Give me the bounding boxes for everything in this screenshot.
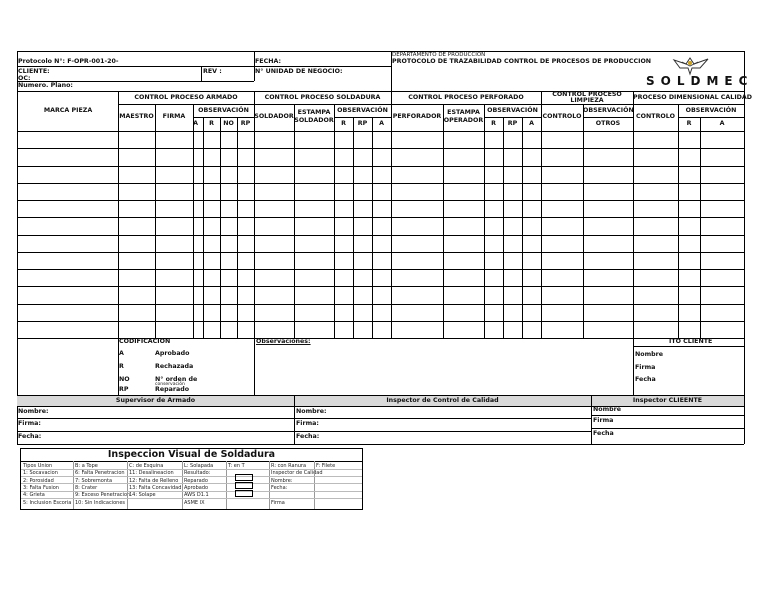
insp-col2-text: 10: Sin Indicaciones — [75, 499, 126, 506]
firma-header: FIRMA — [162, 113, 186, 120]
supervisor-nombre: Nombre: — [18, 408, 49, 415]
grid-column-line — [254, 131, 255, 338]
rev-label: REV : — [203, 68, 222, 75]
limpieza-otros-header: OTROS — [595, 120, 621, 127]
ito-firma: Firma — [635, 364, 656, 371]
estampa-soldador-header: SOLDADOR — [294, 117, 334, 124]
header-rev-line — [201, 66, 202, 81]
insp-col4-text: L: Solapada — [184, 463, 214, 469]
dimensional-observacion-header: OBSERVACIÓN — [685, 107, 737, 114]
reparado-box[interactable] — [235, 474, 253, 481]
code-no-label: N° orden de — [155, 376, 198, 383]
dimensional-obs-divider — [678, 117, 744, 118]
header-column-line — [155, 104, 156, 131]
header-column-line — [484, 104, 485, 131]
protocol-number-label: Protocolo N°: F-OPR-001-20- — [18, 58, 119, 65]
grid-column-line — [294, 131, 295, 338]
grid-column-line — [484, 131, 485, 338]
calidad-firma: Firma: — [296, 420, 319, 427]
cliente-nombre: Nombre — [593, 406, 622, 413]
grid-column-line — [522, 131, 523, 338]
cliente-firma: Firma — [593, 417, 614, 424]
group-header-divider — [118, 104, 744, 105]
insp-row-line — [21, 476, 362, 477]
grid-column-line — [334, 131, 335, 338]
grid-row-line — [17, 200, 744, 201]
perforado-a-header: A — [529, 120, 534, 127]
insp-col6-text: Firma — [271, 499, 285, 506]
insp-col6-text: Nombre: — [271, 477, 293, 484]
soldadura-rp-header: RP — [357, 120, 368, 127]
perforado-rp-header: RP — [507, 120, 518, 127]
inspector-cliente-title: Inspector CLIEENTE — [632, 397, 703, 404]
limpieza-obs-divider — [583, 117, 633, 118]
header-divider-2 — [17, 81, 254, 82]
ito-title: ITO CLIENTE — [669, 338, 713, 345]
inspector-calidad-title: Inspector de Control de Calidad — [386, 397, 499, 404]
grid-column-line — [118, 131, 119, 338]
column-header-top — [17, 91, 744, 92]
aws-box[interactable] — [235, 490, 253, 497]
armado-no-header: NO — [223, 120, 234, 127]
insp-col7-text: F: Filete — [316, 463, 336, 469]
grid-column-line — [193, 131, 194, 338]
sig-row-line-c1 — [591, 415, 744, 416]
insp-row-line — [21, 491, 362, 492]
grid-row-line — [17, 235, 744, 236]
dimensional-a-header: A — [719, 120, 725, 127]
insp-col2-text: 9: Exceso Penetracion — [75, 492, 131, 499]
soldadura-r-header: R — [341, 120, 346, 127]
insp-col1-text: 4: Grieta — [23, 492, 45, 499]
grid-column-line — [155, 131, 156, 338]
dimensional-r-header: R — [686, 120, 692, 127]
calidad-fecha: Fecha: — [296, 433, 320, 440]
code-no-extra: conservación — [155, 382, 185, 387]
soldadura-group-header: CONTROL PROCESO SOLDADURA — [264, 94, 381, 101]
grid-column-line — [237, 131, 238, 338]
header-column-line — [678, 104, 679, 131]
insp-row-line — [21, 469, 362, 470]
insp-col1-text: 5: Inclusion Escoria — [23, 499, 72, 506]
insp-col4-text: Aprobado — [184, 484, 209, 491]
armado-rp-header: RP — [240, 120, 251, 127]
ito-nombre: Nombre — [635, 351, 664, 358]
marca-pieza-header: MARCA PIEZA — [43, 107, 93, 114]
insp-col3-text: 11: Desalineacion — [129, 470, 174, 477]
grid-column-line — [220, 131, 221, 338]
insp-col1-text: 2: Porosidad — [23, 477, 54, 484]
fecha-label: FECHA: — [255, 58, 282, 65]
sig-row-line-c2 — [591, 428, 744, 429]
obs-left-line — [254, 338, 255, 395]
soldadura-a-header: A — [379, 120, 384, 127]
header-column-line — [220, 117, 221, 131]
calidad-nombre: Nombre: — [296, 408, 327, 415]
insp-col6-text: R: con Ranura — [271, 463, 307, 469]
insp-col3-text: C: de Esquina — [129, 463, 164, 469]
grid-row-line — [17, 131, 744, 132]
cliente-fecha: Fecha — [593, 430, 614, 437]
header-column-line — [118, 91, 119, 131]
sig-row-line-2 — [17, 431, 591, 432]
cliente-label: CLIENTE: — [18, 68, 50, 75]
header-column-line — [541, 91, 542, 131]
insp-col6-text: Inspector de Calidad — [271, 470, 323, 477]
header-fecha-line — [254, 51, 255, 81]
header-column-line — [503, 117, 504, 131]
sig-col-line-2 — [591, 395, 592, 444]
estampa-op-header: ESTAMPA — [447, 109, 480, 116]
grid-column-line — [503, 131, 504, 338]
dimensional-group-header: PROCESO DIMENSIONAL CALIDAD — [633, 94, 752, 101]
maestro-header: MAESTRO — [119, 113, 154, 120]
sig-col-line-1 — [294, 395, 295, 444]
insp-col2-text: 7: Sobremonta — [75, 477, 113, 484]
signature-header-line — [17, 406, 744, 407]
perforador-header: PERFORADOR — [392, 113, 442, 120]
header-column-line — [203, 117, 204, 131]
ito-divider — [633, 346, 744, 347]
header-column-line — [583, 104, 584, 131]
insp-col1-text: Tipos Union — [23, 463, 53, 469]
observaciones-label: Observaciones: — [256, 338, 311, 345]
grid-row-line — [17, 286, 744, 287]
grid-row-line — [17, 321, 744, 322]
sheet-bottom-border — [17, 444, 744, 445]
header-column-line — [294, 104, 295, 131]
header-split-line — [391, 51, 392, 91]
codificacion-left-line — [118, 338, 119, 395]
grid-column-line — [633, 131, 634, 338]
sheet-top-border — [17, 51, 744, 52]
code-rp: RP — [119, 386, 129, 393]
header-column-line — [633, 91, 634, 131]
grid-column-line — [391, 131, 392, 338]
perforado-r-header: R — [491, 120, 496, 127]
insp-row-line — [21, 498, 362, 499]
code-a-label: Aprobado — [155, 350, 190, 357]
header-column-line — [391, 91, 392, 131]
code-rp-label: Reparado — [155, 386, 190, 393]
insp-col4-text: Resultado: — [184, 470, 211, 477]
grid-row-line — [17, 166, 744, 167]
header-divider — [17, 66, 391, 67]
insp-col4-text: ASME IX — [184, 499, 205, 506]
armado-group-header: CONTROL PROCESO ARMADO — [134, 94, 238, 101]
perforado-obs-divider — [484, 117, 541, 118]
limpieza-controlo-header: CONTROLO — [542, 113, 582, 120]
estampa-operador-header: OPERADOR — [443, 117, 484, 124]
header-column-line — [353, 117, 354, 131]
document-title: PROTOCOLO DE TRAZABILIDAD CONTROL DE PROCESOS DE PRODUCCION — [392, 58, 652, 65]
grid-row-line — [17, 304, 744, 305]
insp-col2-text: 6: Falta Penetracion — [75, 470, 125, 477]
grid-column-line — [353, 131, 354, 338]
grid-column-line — [678, 131, 679, 338]
armado-r-header: R — [209, 120, 214, 127]
armado-a-header: A — [193, 120, 198, 127]
header-column-line — [700, 117, 701, 131]
insp-row-line — [21, 483, 362, 484]
trace-grid — [17, 131, 744, 338]
insp-col1-text: 3: Falta Fusion — [23, 484, 59, 491]
grid-row-line — [17, 269, 744, 270]
header-column-line — [443, 104, 444, 131]
estampa-header: ESTAMPA — [297, 109, 331, 116]
header-column-line — [334, 104, 335, 131]
insp-col3-text: 14: Solape — [129, 492, 156, 499]
grid-column-line — [203, 131, 204, 338]
perforado-observacion-header: OBSERVACIÓN — [487, 107, 538, 114]
insp-col6-text: Fecha: — [271, 484, 288, 491]
header-column-line — [254, 91, 255, 131]
insp-col1-text: 1: Socavacion — [23, 470, 58, 477]
inspeccion-visual-box — [20, 448, 363, 510]
sig-row-line-1 — [17, 418, 591, 419]
code-r: R — [119, 363, 124, 370]
inspeccion-title: Inspeccion Visual de Soldadura — [107, 449, 276, 460]
soldmec-logo-text: SOLDMEC — [646, 74, 754, 88]
limpieza-observacion-header: OBSERVACIÓN — [583, 107, 634, 114]
insp-col2-text: B: a Tope — [75, 463, 98, 469]
grid-column-line — [700, 131, 701, 338]
supervisor-firma: Firma: — [18, 420, 41, 427]
header-column-line — [522, 117, 523, 131]
insp-col3-text: 13: Falta Concavidad — [129, 484, 182, 491]
grid-column-line — [583, 131, 584, 338]
oc-label: OC: — [18, 75, 31, 82]
insp-col4-text: AWS D1.1 — [184, 492, 209, 499]
insp-col2-text: 8: Crater — [75, 484, 98, 491]
insp-col5-text: T: en T — [228, 463, 245, 469]
unidad-label: N° UNIDAD DE NEGOCIO: — [255, 68, 343, 75]
codificacion-title: CODIFICACION — [119, 338, 171, 345]
grid-column-line — [443, 131, 444, 338]
ito-fecha: Fecha — [635, 376, 656, 383]
header-column-line — [237, 117, 238, 131]
header-column-line — [372, 117, 373, 131]
grid-row-line — [17, 148, 744, 149]
grid-row-line — [17, 183, 744, 184]
grid-row-line — [17, 217, 744, 218]
grid-column-line — [541, 131, 542, 338]
supervisor-title: Supervisor de Armado — [115, 397, 196, 404]
limpieza-group-header-2: LIMPIEZA — [570, 97, 604, 104]
soldadura-obs-divider — [334, 117, 391, 118]
soldmec-eagle-logo — [672, 54, 712, 76]
armado-observacion-header: OBSERVACIÓN — [198, 107, 249, 114]
insp-col4-text: Reparado — [184, 477, 208, 484]
code-a: A — [119, 350, 124, 357]
code-r-label: Rechazada — [155, 363, 194, 370]
insp-col3-text: 12: Falta de Relleno — [129, 477, 179, 484]
protocol-sheet — [17, 51, 754, 444]
dimensional-controlo-header: CONTROLO — [636, 113, 675, 120]
code-no: NO — [119, 376, 130, 383]
soldadura-observacion-header: OBSERVACIÓN — [337, 107, 388, 114]
aprobado-box[interactable] — [235, 482, 253, 489]
grid-row-line — [17, 252, 744, 253]
supervisor-fecha: Fecha: — [18, 433, 42, 440]
department-label: DEPARTAMENTO DE PRODUCCION — [392, 52, 486, 58]
limpieza-group-header-1: CONTROL PROCESO — [552, 91, 622, 98]
plano-label: Numero. Plano: — [18, 82, 73, 89]
header-column-line — [193, 104, 194, 131]
signature-top-line — [17, 395, 744, 396]
perforado-group-header: CONTROL PROCESO PERFORADO — [408, 94, 524, 101]
grid-column-line — [372, 131, 373, 338]
sheet-right-border — [744, 51, 745, 444]
soldador-header: SOLDADOR — [254, 113, 294, 120]
